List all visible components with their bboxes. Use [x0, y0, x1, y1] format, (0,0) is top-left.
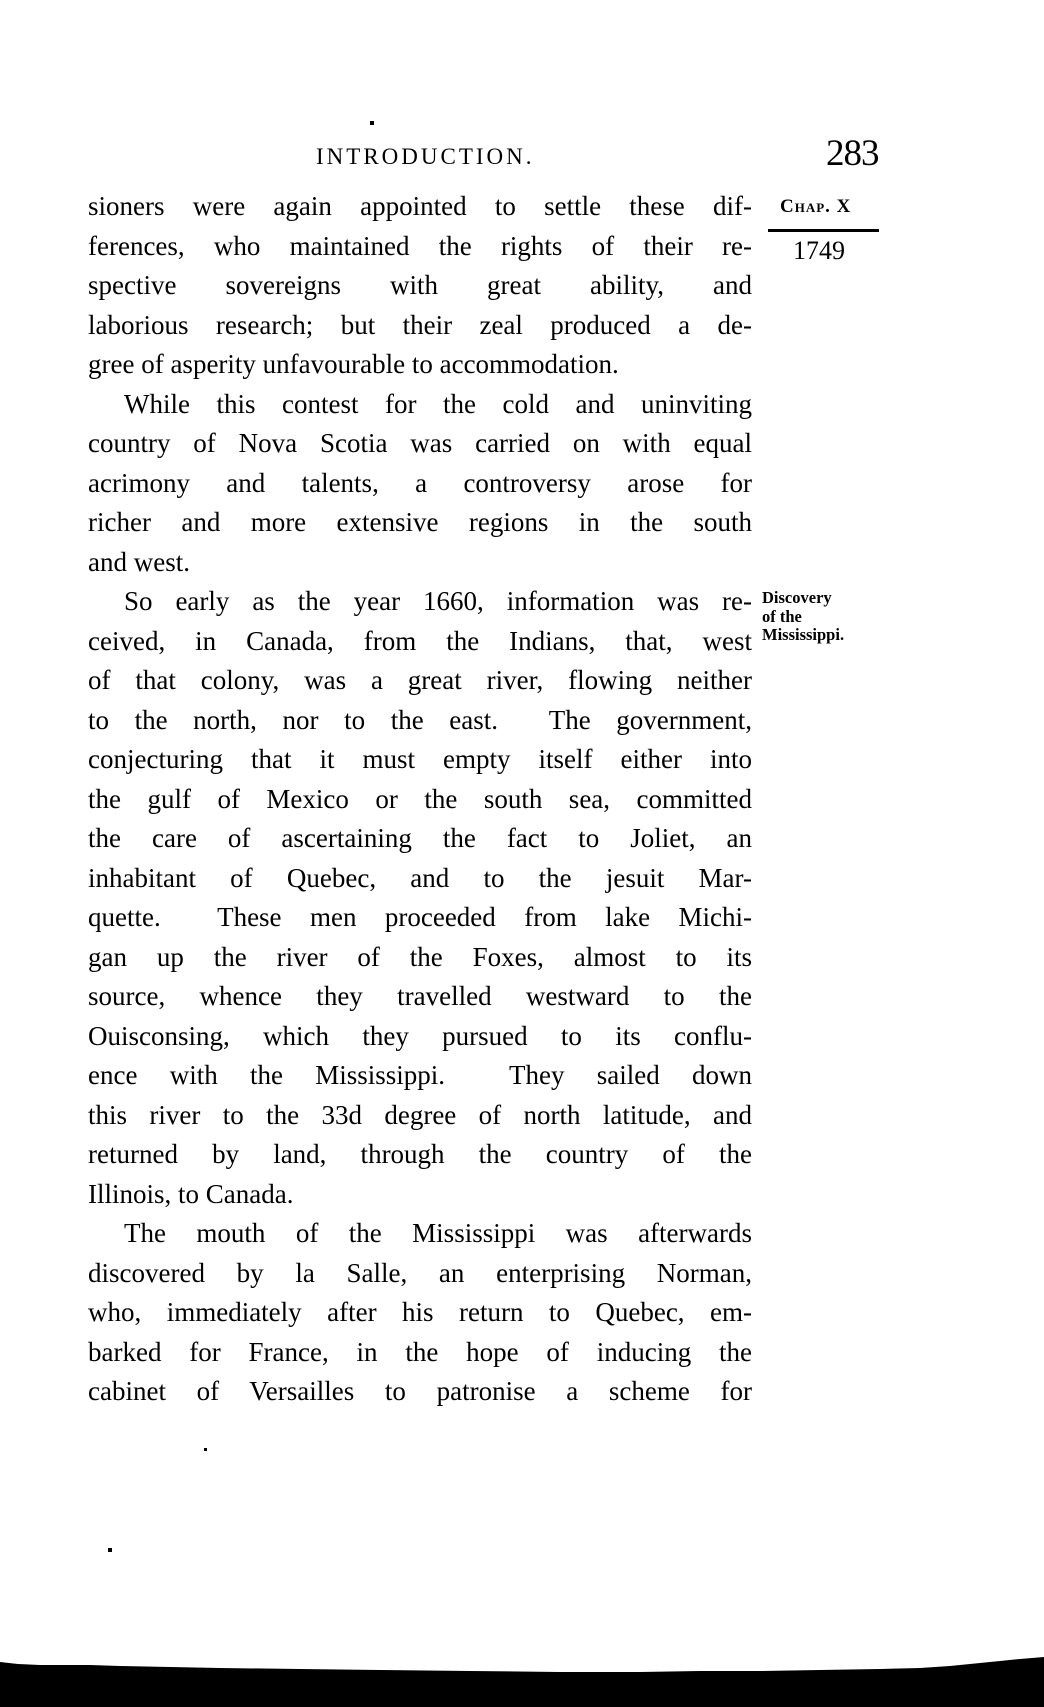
body-line: the gulf of Mexico or the south sea, committed	[88, 783, 752, 814]
body-line: quette. These men proceeded from lake Michi-	[88, 902, 752, 932]
page-number: 283	[826, 133, 879, 174]
body-line: discovered by la Salle, an enterprising Norman,	[88, 1257, 752, 1288]
body-line: returned by land, through the country of the	[88, 1139, 752, 1169]
body-line: ence with the Mississippi. They sailed down	[88, 1060, 752, 1090]
body-line: to the north, nor to the east. The government,	[88, 704, 752, 735]
body-line: and west.	[88, 546, 190, 577]
margin-side-note-line: Discovery	[762, 588, 832, 607]
body-line: gan up the river of the Foxes, almost to its	[88, 941, 752, 972]
body-line: Ouisconsing, which they pursued to its conflu-	[88, 1020, 752, 1051]
margin-side-note-line: Mississippi.	[762, 625, 845, 644]
body-line: source, whence they travelled westward to the	[88, 981, 752, 1011]
body-line: sioners were again appointed to settle these dif-	[88, 191, 752, 221]
body-line: the care of ascertaining the fact to Joliet, an	[88, 823, 752, 853]
body-line: The mouth of the Mississippi was afterwards	[124, 1218, 752, 1248]
body-text	[88, 187, 752, 1412]
running-title: INTRODUCTION.	[316, 144, 535, 169]
margin-side-note-line: of the	[762, 606, 802, 626]
body-line: Illinois, to Canada.	[88, 1178, 294, 1209]
body-line: spective sovereigns with great ability, and	[88, 270, 752, 300]
body-line: this river to the 33d degree of north latitude, and	[88, 1099, 752, 1130]
body-line: cabinet of Versailles to patronise a scheme for	[88, 1376, 752, 1406]
ink-speck	[204, 1448, 207, 1451]
body-line: richer and more extensive regions in the south	[88, 507, 752, 537]
margin-side-note	[762, 589, 892, 645]
body-line: conjecturing that it must empty itself either into	[88, 744, 752, 774]
body-line: who, immediately after his return to Quebec, em-	[88, 1297, 752, 1327]
margin-year: 1749	[793, 236, 845, 265]
scan-edge-artifact	[0, 1645, 1044, 1707]
body-line: country of Nova Scotia was carried on with equal	[88, 428, 752, 458]
ink-speck	[370, 121, 374, 125]
body-line: of that colony, was a great river, flowing neither	[88, 665, 752, 695]
body-line: laborious research; but their zeal produced a de-	[88, 309, 752, 340]
body-line: inhabitant of Quebec, and to the jesuit Mar-	[88, 862, 752, 893]
margin-rule	[768, 229, 879, 232]
body-line: ceived, in Canada, from the Indians, that, west	[88, 625, 752, 656]
body-line: While this contest for the cold and uninviting	[124, 388, 752, 419]
body-line: barked for France, in the hope of inducing the	[88, 1336, 752, 1367]
body-line: So early as the year 1660, information was re-	[124, 586, 752, 616]
ink-speck	[108, 1548, 112, 1552]
margin-chapter-label: Chap. X	[780, 196, 852, 217]
body-line: ferences, who maintained the rights of their re-	[88, 230, 752, 261]
body-line: gree of asperity unfavourable to accommodation.	[88, 349, 619, 379]
body-line: acrimony and talents, a controversy arose for	[88, 467, 752, 498]
